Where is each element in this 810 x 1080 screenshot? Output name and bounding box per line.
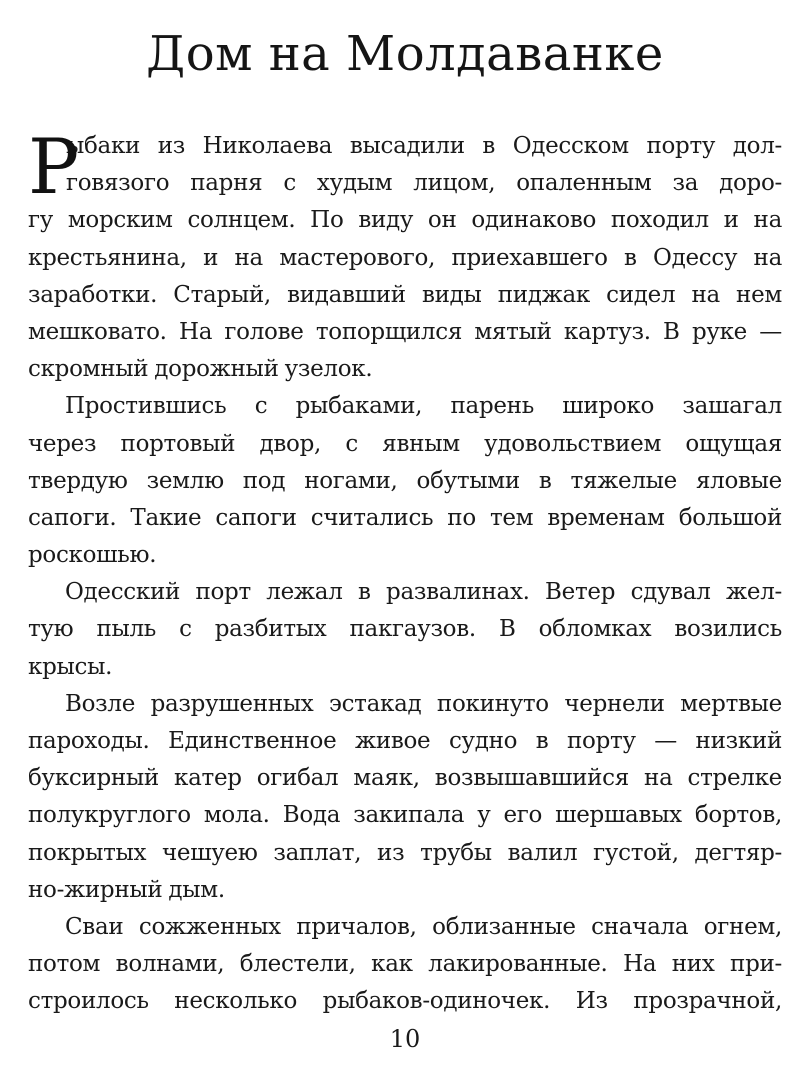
text-line: твердую землю под ногами, обутыми в тяжелые яловые [28, 467, 782, 494]
text-line: потом волнами, блестели, как лакированные. На них при- [28, 951, 782, 978]
text-body [28, 122, 782, 1021]
text-line: заработки. Старый, видавший виды пиджак сидел на нем [28, 281, 782, 308]
text-line: но-жирный дым. [28, 876, 225, 903]
text-line: Возле разрушенных эстакад покинуто чернели мертвые [65, 690, 782, 717]
drop-cap: Р [28, 122, 80, 211]
text-line: крестьянина, и на мастерового, приехавшего в Одессу на [28, 244, 782, 271]
paragraph-lines [28, 122, 782, 1021]
text-line: ыбаки из Николаева высадили в Одесском порту дол- [66, 133, 782, 159]
text-line: скромный дорожный узелок. [28, 356, 373, 383]
text-line: буксирный катер огибал маяк, возвышавшийся на стрелке [28, 765, 782, 792]
text-line: Сваи сожженных причалов, облизанные сначала огнем, [65, 913, 782, 940]
text-line: покрытых чешуею заплат, из трубы валил густой, дегтяр- [28, 839, 782, 866]
text-line: через портовый двор, с явным удовольствием ощущая [28, 430, 782, 457]
chapter-title: Дом на Молдаванке [146, 26, 664, 82]
text-line: Простившись с рыбаками, парень широко зашагал [65, 393, 782, 420]
text-line: полукруглого мола. Вода закипала у его шершавых бортов, [28, 802, 782, 829]
page-number: 10 [389, 1025, 421, 1053]
text-line: роскошью. [28, 542, 157, 569]
text-line: говязого парня с худым лицом, опаленным за доро- [66, 170, 782, 197]
text-line: Одесский порт лежал в развалинах. Ветер сдувал жел- [65, 579, 782, 606]
text-line: мешковато. На голове топорщился мятый картуз. В руке — [28, 318, 782, 345]
text-line: сапоги. Такие сапоги считались по тем временам большой [28, 504, 782, 531]
text-line: строилось несколько рыбаков-одиночек. Из прозрачной, [28, 988, 782, 1015]
text-line: крысы. [28, 653, 113, 680]
text-line: гу морским солнцем. По виду он одинаково походил и на [28, 207, 782, 234]
text-line: тую пыль с разбитых пакгаузов. В обломках возились [28, 616, 782, 643]
text-line: пароходы. Единственное живое судно в порту — низкий [28, 728, 782, 754]
